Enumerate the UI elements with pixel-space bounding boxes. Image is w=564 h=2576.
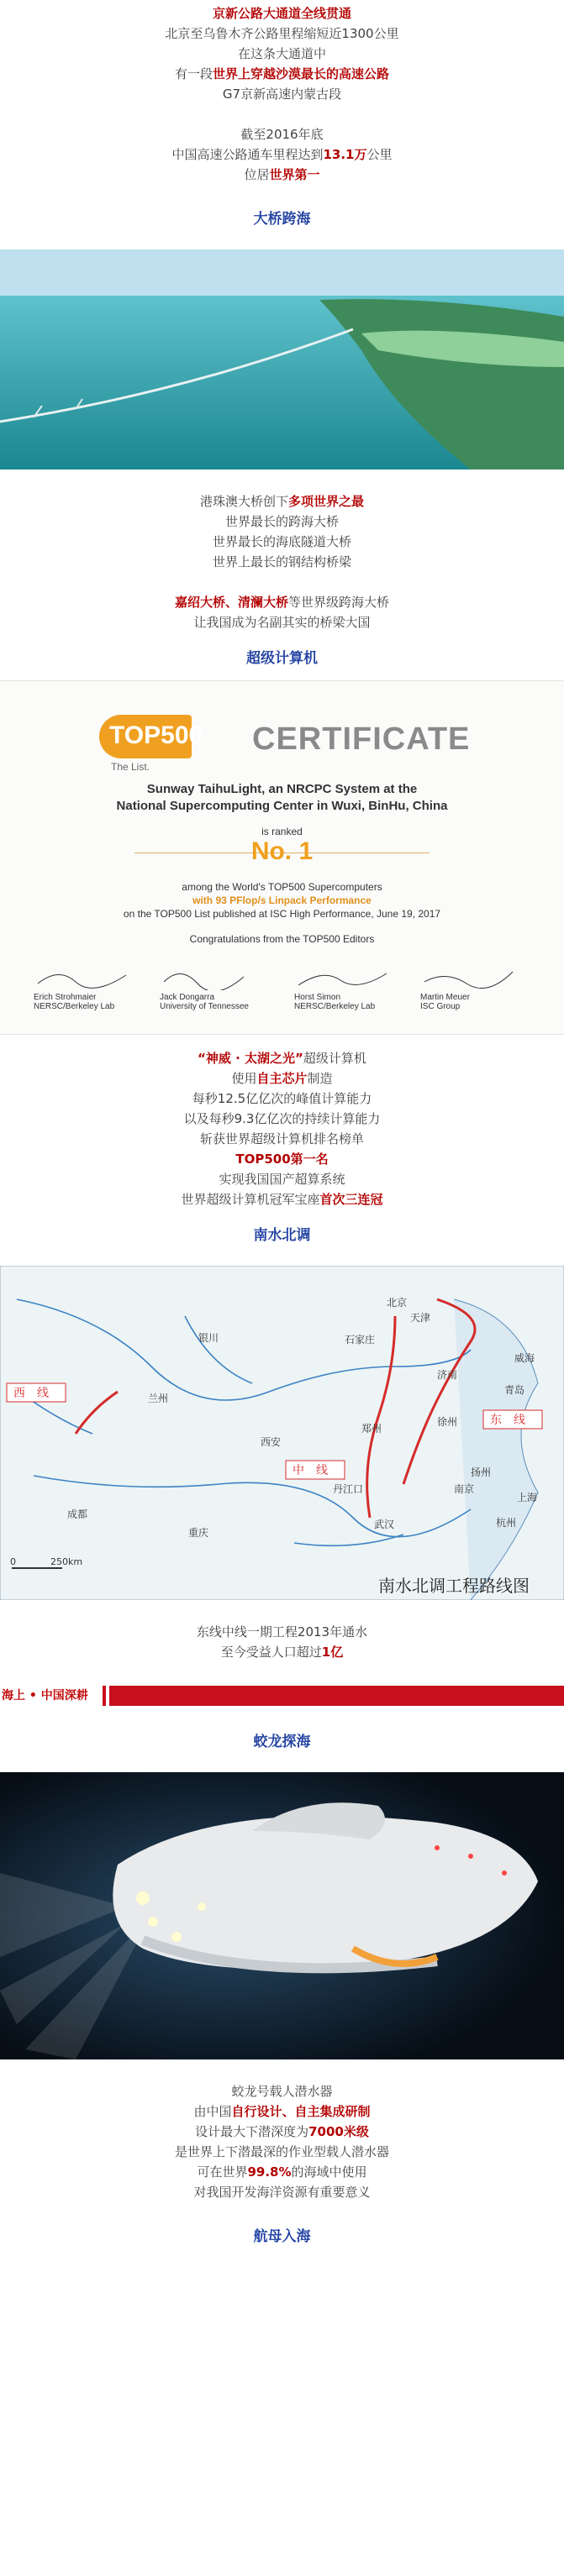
text-line: “神威 · 太湖之光”超级计算机: [198, 1051, 366, 1066]
bridge-photo: [0, 249, 564, 470]
certificate-title: CERTIFICATE: [252, 721, 471, 757]
section-heading: 蛟龙探海: [253, 1734, 311, 1750]
submersible-illustration: [0, 1772, 564, 2059]
logo-sub: The List.: [111, 761, 150, 773]
text-line: 港珠澳大桥创下多项世界之最: [199, 494, 365, 509]
text-line: [0, 572, 564, 592]
city-label: 杭州: [496, 1517, 517, 1529]
banner-label: 海上 • 中国深耕: [2, 1689, 88, 1702]
highway-text: [0, 0, 564, 185]
text-line: 让我国成为名副其实的桥梁大国: [193, 615, 371, 630]
text-line: G7京新高速内蒙古段: [222, 87, 342, 102]
submersible-photo: [0, 1772, 564, 2059]
system-name: Sunway TaihuLight, an NRCPC System at the: [146, 782, 418, 796]
text-line: 斩获世界超级计算机排名榜单: [199, 1131, 364, 1146]
city-label: 成都: [67, 1508, 88, 1520]
scale-km: 250km: [50, 1556, 83, 1567]
section-heading: 南水北调: [253, 1227, 311, 1244]
west-route-label: 西 线: [13, 1388, 49, 1400]
text-line: 中国高速公路通车里程达到13.1万公里: [171, 147, 393, 162]
rank: No. 1: [250, 837, 314, 865]
section-heading: 航母入海: [253, 2228, 311, 2245]
system-center: National Supercomputing Center in Wuxi, BinHu, China: [116, 799, 448, 813]
map-title: 南水北调工程路线图: [378, 1577, 530, 1596]
congrats: Congratulations from the TOP500 Editors: [189, 933, 375, 945]
perf: with 93 PFlop/s Linpack Performance: [192, 895, 372, 906]
text-line: [0, 104, 564, 124]
city-label: 重庆: [188, 1527, 209, 1539]
text-line: 由中国自行设计、自主集成研制: [193, 2104, 371, 2119]
water-text: [0, 1622, 564, 1662]
banner-bar: [109, 1686, 564, 1706]
is-ranked: is ranked: [261, 826, 303, 837]
text-line: 京新公路大通道全线贯通: [212, 6, 351, 21]
text-line: 世界最长的跨海大桥: [224, 514, 339, 529]
text-line: 截至2016年底: [240, 127, 324, 142]
city-label: 威海: [514, 1352, 535, 1364]
text-line: 使用自主芯片制造: [231, 1071, 333, 1086]
city-label: 西安: [261, 1436, 282, 1448]
section-heading: 超级计算机: [246, 650, 318, 667]
text-line: 有一段世界上穿越沙漠最长的高速公路: [174, 66, 390, 81]
text-line: 设计最大下潜深度为7000米级: [195, 2124, 369, 2139]
text-line: 在这条大通道中: [237, 46, 326, 61]
signer-org: ISC Group: [420, 1002, 461, 1011]
signer-name: Horst Simon: [294, 993, 341, 1002]
signer-name: Martin Meuer: [420, 993, 470, 1002]
among: among the World's TOP500 Supercomputers: [182, 881, 382, 893]
signer-name: Erich Strohmaier: [34, 993, 97, 1002]
signer-org: NERSC/Berkeley Lab: [34, 1002, 115, 1011]
city-label: 兰州: [148, 1393, 169, 1404]
map-illustration: [0, 1266, 564, 1600]
city-label: 青岛: [504, 1384, 525, 1396]
city-label: 南京: [454, 1483, 475, 1495]
signer-org: University of Tennessee: [160, 1002, 249, 1011]
sea-banner: [0, 1684, 564, 1708]
text-line: 是世界上下潜最深的作业型载人潜水器: [174, 2144, 389, 2159]
published: on the TOP500 List published at ISC High Performance, June 19, 2017: [123, 908, 441, 920]
text-line: 蛟龙号载人潜水器: [231, 2084, 333, 2099]
submersible-text: [0, 2081, 564, 2202]
text-line: 世界最长的海底隧道大桥: [212, 534, 351, 549]
banner-tick: [103, 1686, 106, 1706]
city-label: 北京: [387, 1297, 408, 1309]
city-label: 徐州: [437, 1416, 458, 1428]
logo-text: TOP500: [109, 721, 203, 749]
top500-certificate: [0, 680, 564, 1035]
section-heading: 大桥跨海: [253, 211, 311, 228]
city-label: 济南: [437, 1369, 458, 1381]
text-line: 每秒12.5亿亿次的峰值计算能力: [192, 1091, 372, 1106]
signer-name: Jack Dongarra: [160, 993, 215, 1002]
text-line: 世界上最长的钢结构桥梁: [212, 554, 351, 569]
city-label: 丹江口: [333, 1483, 364, 1495]
city-label: 扬州: [471, 1466, 492, 1478]
signer-org: NERSC/Berkeley Lab: [294, 1002, 376, 1011]
city-label: 石家庄: [345, 1334, 376, 1346]
city-label: 武汉: [374, 1519, 395, 1530]
city-label: 天津: [410, 1312, 431, 1324]
text-line: 可在世界99.8%的海域中使用: [197, 2164, 367, 2180]
signatures: [34, 967, 538, 1017]
bridge-text: [0, 491, 564, 632]
city-label: 郑州: [361, 1423, 382, 1435]
city-label: 银川: [198, 1332, 219, 1344]
water-diversion-map: [0, 1266, 564, 1600]
text-line: 嘉绍大桥、清澜大桥等世界级跨海大桥: [174, 595, 390, 610]
text-line: 以及每秒9.3亿亿次的持续计算能力: [183, 1111, 381, 1126]
text-line: 至今受益人口超过1亿: [220, 1645, 344, 1660]
text-line: TOP500第一名: [235, 1152, 329, 1167]
text-line: 位居世界第一: [244, 167, 320, 182]
text-line: 东线中线一期工程2013年通水: [196, 1624, 368, 1640]
text-line: 世界超级计算机冠军宝座首次三连冠: [181, 1192, 383, 1207]
supercomputer-text: [0, 1048, 564, 1209]
bridge-illustration: [0, 249, 564, 470]
east-route-label: 东 线: [490, 1414, 525, 1427]
text-line: 对我国开发海洋资源有重要意义: [193, 2185, 371, 2200]
middle-route-label: 中 线: [293, 1465, 328, 1477]
city-label: 上海: [517, 1492, 538, 1503]
text-line: 北京至乌鲁木齐公路里程缩短近1300公里: [165, 26, 399, 41]
scale-zero: 0: [10, 1556, 16, 1567]
text-line: 实现我国国产超算系统: [219, 1172, 345, 1187]
